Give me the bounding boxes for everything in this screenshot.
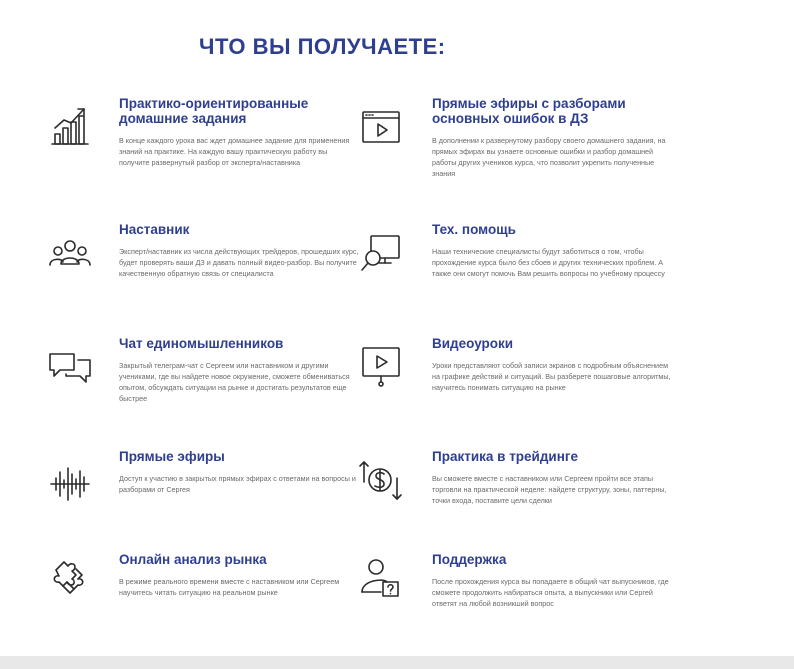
- feature-title: Чат единомышленников: [119, 336, 284, 351]
- dollar-arrows-icon: [359, 458, 403, 502]
- feature-title: Видеоуроки: [432, 336, 514, 351]
- feature-description: В конце каждого урока вас ждет домашнее задание для применения знаний на практике. На каждую вашу практическую работу вы получите развернутый разбор от эксперта/наставника: [119, 136, 350, 167]
- puzzle-icon: [48, 556, 92, 600]
- video-player-icon: [359, 106, 403, 150]
- page-title: ЧТО ВЫ ПОЛУЧАЕТЕ:: [199, 34, 446, 59]
- feature-chat: [119, 336, 359, 404]
- feature-title: Прямые эфиры с разборами основных ошибок в ДЗ: [432, 96, 626, 126]
- feature-support: [432, 552, 672, 609]
- growth-chart-icon: [48, 104, 92, 148]
- user-question-icon: [359, 556, 403, 600]
- feature-description: Уроки представляют собой записи экранов с подробным объяснением на графике действий и ситуаций. Вы разберете пошаговые алгоритмы, научитесь понимать ситуацию на рынке: [432, 361, 671, 392]
- feature-title: Наставник: [119, 222, 190, 237]
- feature-tech-support: [432, 222, 672, 279]
- feature-live-review: [432, 96, 672, 179]
- feature-mentor: [119, 222, 359, 279]
- feature-market-analysis: [119, 552, 359, 598]
- feature-description: После прохождения курса вы попадаете в общий чат выпускников, где сможете продолжить набираться опыта, а выпускники или Сергей ответят на любой возникший вопрос: [432, 577, 669, 608]
- feature-description: Доступ к участию в закрытых прямых эфирах с ответами на вопросы и разборами от Сергея: [119, 474, 356, 494]
- feature-description: Вы сможете вместе с наставником или Сергеем пройти все этапы торговли на практической неделе: найдете структуру, зоны, паттерны, точки входа, поставите цели сделки: [432, 474, 667, 505]
- sound-wave-icon: [48, 462, 92, 506]
- feature-title: Прямые эфиры: [119, 449, 225, 464]
- feature-title: Практика в трейдинге: [432, 449, 579, 464]
- feature-homework: [119, 96, 359, 168]
- video-board-icon: [359, 344, 403, 388]
- bottom-strip: [0, 656, 794, 669]
- feature-title: Практико-ориентированные домашние задания: [119, 96, 309, 126]
- feature-title: Онлайн анализ рынка: [119, 552, 267, 567]
- people-group-icon: [48, 234, 92, 278]
- chat-bubbles-icon: [48, 348, 92, 392]
- feature-trading-practice: [432, 449, 672, 506]
- feature-title: Тех. помощь: [432, 222, 516, 237]
- monitor-search-icon: [359, 232, 403, 276]
- feature-video-lessons: [432, 336, 672, 393]
- feature-description: Закрытый телеграм-чат с Сергеем или наставником и другими учениками, где вы найдете новое окружение, сможете обмениваться опытом, обсуждать ситуации на рынке и достигать результатов еще быстрее: [119, 361, 350, 403]
- feature-title: Поддержка: [432, 552, 507, 567]
- feature-description: Эксперт/наставник из числа действующих трейдеров, прошедших курс, будет проверять ваши ДЗ и давать полный видео-разбор. Вы получите качественную обратную связь от специалиста: [119, 247, 359, 278]
- feature-description: В дополнении к развернутому разбору своего домашнего задания, на прямых эфирах вы узнаете основные ошибки и разбор домашней работы других учеников курса, что позволит укрепить полученные знания: [432, 136, 666, 178]
- feature-description: Наши технические специалисты будут заботиться о том, чтобы прохождение курса было без сбоев и других технических проблем. А также они смогут помочь Вам решить вопросы по учебному процессу: [432, 247, 665, 278]
- feature-description: В режиме реального времени вместе с наставником или Сергеем научитесь читать ситуацию на реальном рынке: [119, 577, 340, 597]
- feature-live-streams: [119, 449, 359, 495]
